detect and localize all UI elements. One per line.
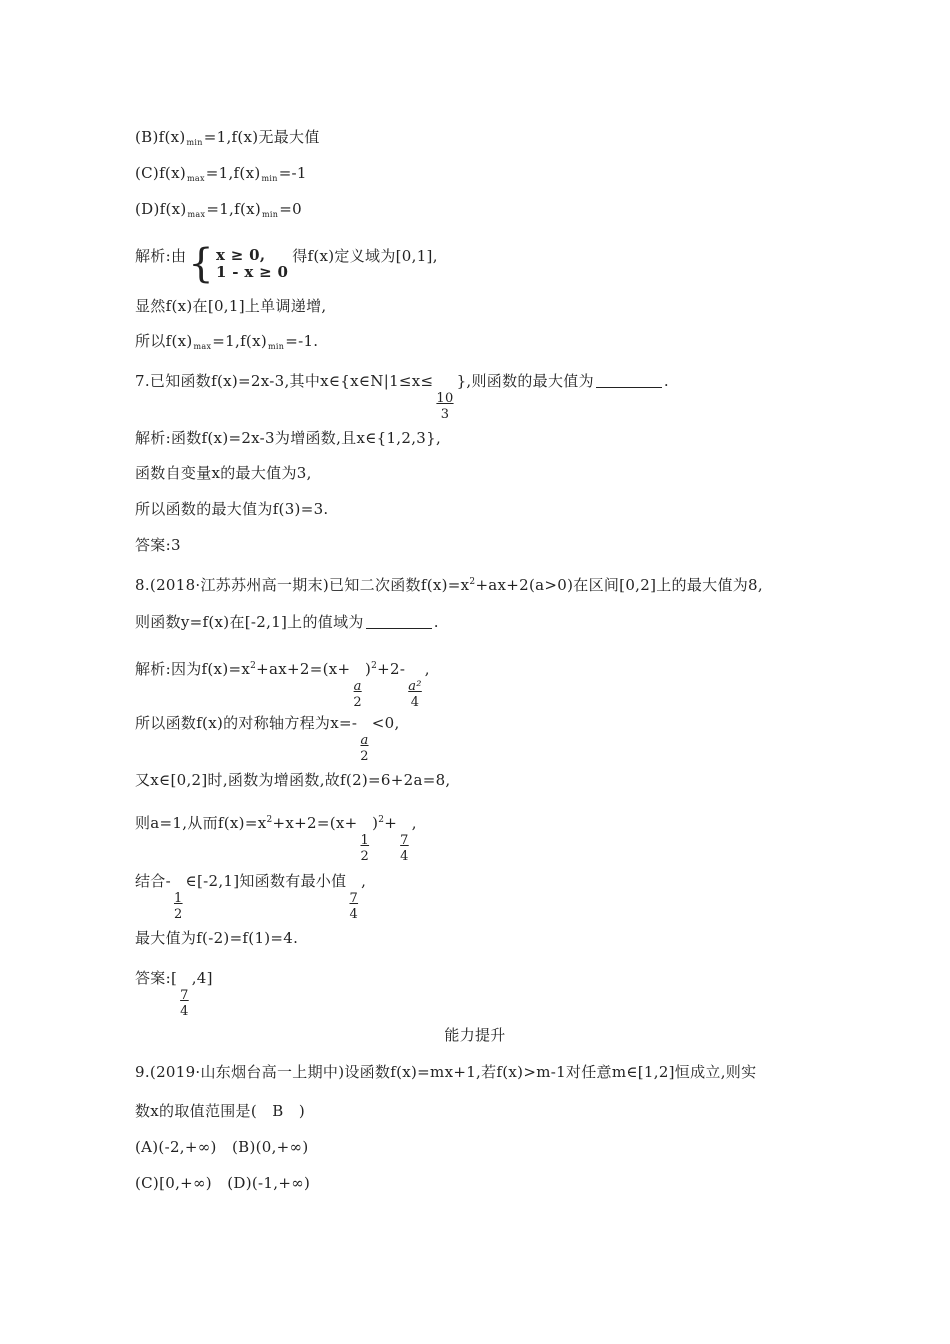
q6-solution-line-2: 显然f(x)在[0,1]上单调递增,	[135, 297, 327, 315]
numerator: 7	[400, 833, 409, 848]
q8-solution-line-1	[135, 656, 430, 711]
text: (B)f(x)	[135, 128, 186, 146]
numerator: 1	[173, 891, 183, 906]
text: ,4]	[191, 969, 213, 987]
denominator: 2	[360, 849, 370, 864]
superscript: 2	[266, 815, 273, 825]
q9-stem-line-1: 9.(2019·山东烟台高一上期中)设函数f(x)=mx+1,若f(x)>m-1对任意m∈[1,2]恒成立,则实	[135, 1063, 757, 1081]
denominator: 3	[440, 407, 450, 422]
q6-option-d	[135, 199, 302, 225]
numerator: a	[360, 733, 369, 748]
system-row: 1 - x ≥ 0	[216, 263, 289, 281]
text: =1,f(x)	[212, 332, 267, 350]
q6-option-c	[135, 163, 307, 189]
brace-symbol: {	[188, 241, 215, 287]
text: ,	[424, 660, 430, 678]
subscript: max	[187, 174, 205, 183]
system-row: x ≥ 0,	[216, 246, 266, 264]
q6-solution-line-1	[135, 241, 438, 287]
subscript: max	[193, 342, 212, 351]
text: 所以f(x)	[135, 332, 193, 350]
fraction	[359, 833, 372, 865]
text: +ax+2(a>0)在区间[0,2]上的最大值为8,	[475, 576, 763, 594]
text: =-1	[278, 164, 307, 182]
fraction	[351, 679, 364, 711]
answer-blank	[366, 614, 432, 629]
fraction	[347, 891, 360, 923]
denominator: 2	[360, 749, 369, 764]
q8-solution-line-4	[135, 810, 417, 865]
numerator: a	[353, 679, 362, 694]
superscript: 2	[469, 577, 476, 587]
text: )	[372, 814, 379, 832]
text: 得f(x)定义域为[0,1],	[292, 247, 438, 265]
denominator: 2	[353, 695, 362, 710]
q9-stem-line-2: 数x的取值范围是( B )	[135, 1102, 306, 1120]
text: =1,f(x)无最大值	[203, 128, 320, 146]
text: =-1.	[285, 332, 319, 350]
q8-solution-line-5	[135, 871, 366, 923]
q8-stem-line-1	[135, 572, 763, 595]
denominator: 4	[400, 849, 409, 864]
q6-option-b	[135, 127, 320, 153]
text: <0,	[371, 714, 400, 732]
text: =1,f(x)	[206, 200, 262, 218]
text: 则函数y=f(x)在[-2,1]上的值域为	[135, 613, 364, 631]
q7-solution-line-2: 函数自变量x的最大值为3,	[135, 464, 312, 482]
subscript: min	[261, 174, 278, 183]
subscript: max	[187, 210, 206, 219]
text: 7.已知函数f(x)=2x-3,其中x∈{x∈N|1≤x≤	[135, 372, 434, 390]
superscript: 2	[371, 661, 378, 671]
q8-solution-line-3: 又x∈[0,2]时,函数为增函数,故f(2)=6+2a=8,	[135, 771, 451, 789]
text: +ax+2=(x+	[256, 660, 351, 678]
text: +	[384, 814, 398, 832]
denominator: 4	[410, 695, 420, 710]
text: ,	[361, 872, 367, 890]
fraction	[398, 833, 411, 865]
text: ∈[-2,1]知函数有最小值	[185, 872, 347, 890]
section-title: 能力提升	[444, 1026, 506, 1044]
text: .	[663, 372, 669, 390]
q9-options-line-2: (C)[0,+∞) (D)(-1,+∞)	[135, 1174, 311, 1192]
fraction	[434, 391, 455, 423]
numerator: 7	[180, 988, 189, 1003]
fraction	[172, 891, 185, 923]
q8-stem-line-2	[135, 612, 439, 632]
q6-solution-line-3	[135, 331, 318, 357]
numerator: a²	[408, 679, 422, 694]
text: )	[364, 660, 372, 678]
text: ,	[411, 814, 417, 832]
q7-solution-line-3: 所以函数的最大值为f(3)=3.	[135, 500, 329, 518]
fraction	[178, 988, 191, 1020]
denominator: 4	[349, 907, 359, 922]
text: +2-	[377, 660, 406, 678]
text: 则a=1,从而f(x)=x	[135, 814, 267, 832]
text: =1,f(x)	[205, 164, 261, 182]
text: +x+2=(x+	[272, 814, 358, 832]
fraction	[406, 679, 424, 711]
q8-answer	[135, 968, 213, 1020]
q8-solution-line-6: 最大值为f(-2)=f(1)=4.	[135, 929, 299, 947]
text: 解析:因为f(x)=x	[135, 660, 251, 678]
text: =0	[279, 200, 302, 218]
fraction	[358, 733, 371, 765]
text: 8.(2018·江苏苏州高一期末)已知二次函数f(x)=x	[135, 576, 470, 594]
answer-blank	[596, 373, 662, 388]
denominator: 2	[173, 907, 183, 922]
superscript: 2	[378, 815, 385, 825]
denominator: 4	[180, 1004, 189, 1019]
subscript: min	[268, 342, 285, 351]
text: (C)f(x)	[135, 164, 186, 182]
q7-solution-line-1: 解析:函数f(x)=2x-3为增函数,且x∈{1,2,3},	[135, 429, 442, 447]
text: 解析:由	[135, 247, 187, 265]
numerator: 1	[360, 833, 370, 848]
q7-stem	[135, 371, 669, 423]
text: .	[433, 613, 439, 631]
text: 所以函数f(x)的对称轴方程为x=-	[135, 714, 358, 732]
text: },则函数的最大值为	[456, 372, 594, 390]
numerator: 10	[436, 391, 454, 406]
subscript: min	[262, 210, 279, 219]
q9-options-line-1: (A)(-2,+∞) (B)(0,+∞)	[135, 1138, 309, 1156]
text: (D)f(x)	[135, 200, 187, 218]
q8-solution-line-2	[135, 713, 400, 765]
numerator: 7	[349, 891, 359, 906]
text: 答案:[	[135, 969, 178, 987]
text: 结合-	[135, 872, 171, 890]
superscript: 2	[250, 661, 257, 671]
subscript: min	[186, 138, 203, 147]
inequality-system	[188, 241, 289, 287]
q7-answer: 答案:3	[135, 536, 181, 554]
